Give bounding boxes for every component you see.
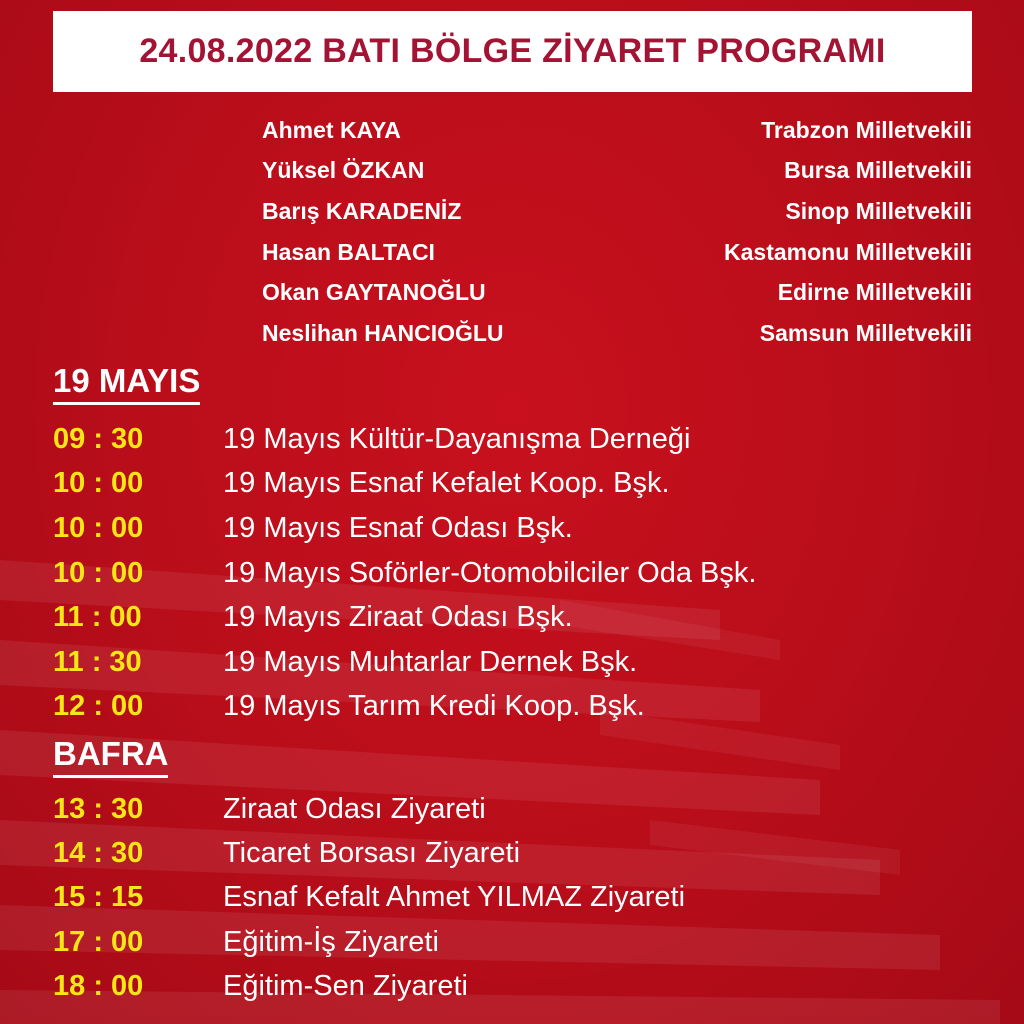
schedule-time: 17 : 00 [53,925,144,958]
schedule-row [53,595,756,640]
schedule-event: Eğitim-Sen Ziyareti [223,970,468,1003]
schedule-event: Eğitim-İş Ziyareti [223,925,439,958]
deputy-row [262,191,972,232]
deputy-name: Yüksel ÖZKAN [262,157,425,184]
schedule-time: 10 : 00 [53,556,144,589]
title-banner [53,11,972,92]
schedule-time: 11 : 00 [53,601,142,634]
schedule-event: Ziraat Odası Ziyareti [223,792,486,825]
schedule-row [53,920,685,964]
deputy-name: Okan GAYTANOĞLU [262,279,486,306]
schedule-event: Ticaret Borsası Ziyareti [223,837,521,870]
deputy-row [262,151,972,192]
schedule-time: 13 : 30 [53,792,144,825]
deputy-row [262,272,972,313]
schedule-event: 19 Mayıs Ziraat Odası Bşk. [223,601,573,634]
schedule-event: 19 Mayıs Esnaf Kefalet Koop. Bşk. [223,467,670,500]
schedule-row [53,965,685,1009]
schedule-event: 19 Mayıs Muhtarlar Dernek Bşk. [223,645,638,678]
schedule-time: 10 : 00 [53,467,144,500]
schedule-row [53,787,685,831]
deputy-title: Bursa Milletvekili [784,157,972,184]
deputy-title: Trabzon Milletvekili [761,116,972,143]
schedule-time: 18 : 00 [53,970,144,1003]
deputy-title: Samsun Milletvekili [759,319,972,346]
schedule-row [53,462,756,507]
schedule-row [53,876,685,920]
deputies-list [262,110,972,354]
schedule-19-mayis [53,417,756,729]
deputy-name: Ahmet KAYA [262,116,401,143]
page-title: 24.08.2022 BATI BÖLGE ZİYARET PROGRAMI [139,32,886,70]
schedule-time: 15 : 15 [53,881,144,914]
schedule-row [53,417,756,462]
schedule-time: 10 : 00 [53,511,144,544]
deputy-row [262,313,972,354]
deputy-row [262,110,972,151]
deputy-name: Hasan BALTACI [262,238,435,265]
schedule-row [53,831,685,875]
schedule-bafra [53,787,685,1009]
deputy-name: Barış KARADENİZ [262,197,462,224]
section-heading-bafra: BAFRA [53,735,168,778]
deputy-name: Neslihan HANCIOĞLU [262,319,504,346]
schedule-event: 19 Mayıs Soförler-Otomobilciler Oda Bşk. [223,556,757,589]
schedule-row [53,685,756,730]
schedule-row [53,640,756,685]
deputy-title: Edirne Milletvekili [777,279,972,306]
schedule-time: 12 : 00 [53,690,144,723]
schedule-time: 09 : 30 [53,422,144,455]
schedule-event: Esnaf Kefalt Ahmet YILMAZ Ziyareti [223,881,686,914]
schedule-time: 14 : 30 [53,837,144,870]
schedule-event: 19 Mayıs Esnaf Odası Bşk. [223,511,573,544]
deputy-title: Sinop Milletvekili [785,197,972,224]
section-heading-19-mayis: 19 MAYIS [53,362,200,405]
schedule-event: 19 Mayıs Kültür-Dayanışma Derneği [223,422,691,455]
schedule-time: 11 : 30 [53,645,142,678]
schedule-row [53,506,756,551]
deputy-row [262,232,972,273]
schedule-event: 19 Mayıs Tarım Kredi Koop. Bşk. [223,690,645,723]
schedule-row [53,551,756,596]
deputy-title: Kastamonu Milletvekili [724,238,972,265]
